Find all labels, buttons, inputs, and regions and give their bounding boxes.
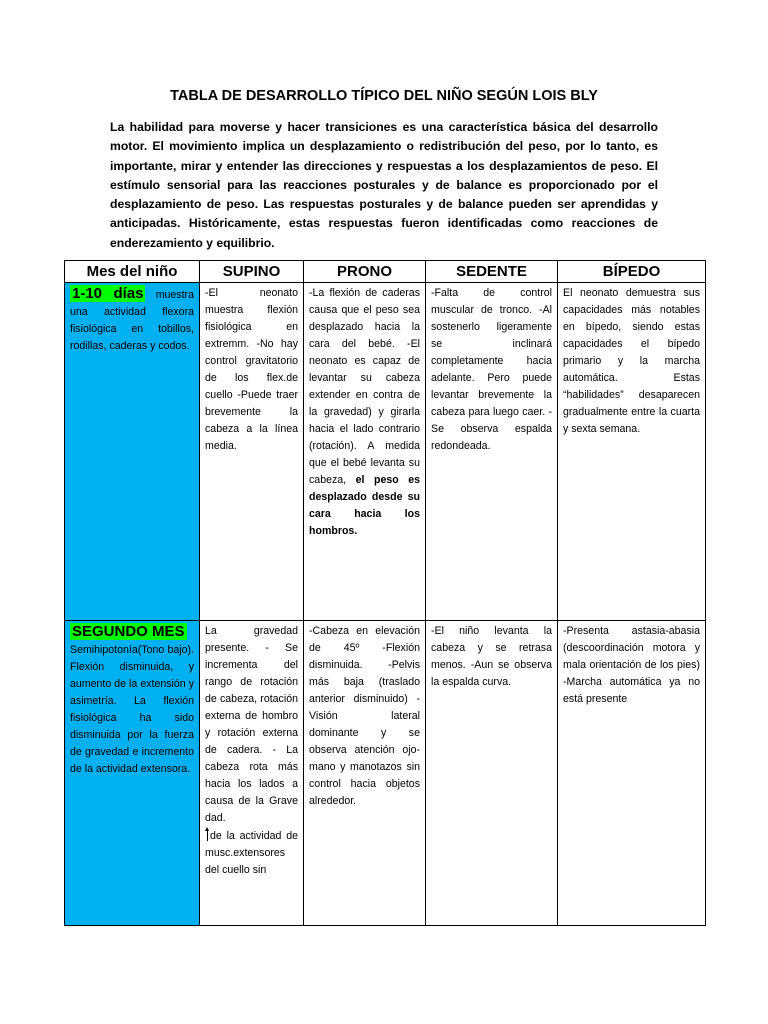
stage-label: SEGUNDO MES — [72, 623, 185, 640]
supino-text: La gravedad presente. - Se incrementa del rango de rotación de cabeza, rotación externa de hombro y rotación externa de cadera. - La cabeza rota más hacia los lados a causa de la Grave dad. — [205, 625, 298, 824]
stage-cell — [65, 283, 200, 621]
intro-paragraph: La habilidad para moverse y hacer transiciones es una característica básica del desarrollo motor. El movimiento implica un desplazamiento o redistribución del peso, por lo tanto, es importante, mirar y entender las direcciones y respuestas a los desplazamientos de peso. El estímulo sensorial para las reacciones posturales y de balance es proporcionado por el desplazamiento de peso. Las respuestas posturales y de balance pueden ser aprendidas y anticipadas. Históricamente, estas respuestas fueron identificadas como reacciones de enderezamiento y equilibrio. — [110, 120, 658, 250]
prono-bold-text: el peso es desplazado desde su cara hacia los hombros. — [309, 474, 420, 537]
sedente-cell: -Falta de control muscular de tronco. -Al sostenerlo ligeramente se inclinará completamente hacia adelante. Pero puede levantar brevemente la cabeza para luego caer. -Se observa espalda redondeada. — [426, 283, 558, 621]
table-row — [65, 283, 706, 621]
header-prono: PRONO — [304, 261, 426, 283]
development-table — [64, 260, 706, 926]
stage-cell — [65, 621, 200, 926]
header-supino: SUPINO — [200, 261, 304, 283]
prono-text: -La flexión de caderas causa que el peso sea desplazado hacia la cara del bebé. -El neonato es capaz de levantar su cabeza extender en contra de la gravedad) y girarla hacia el lado contrario (rotación). A medida que el bebé levanta su cabeza, — [309, 287, 420, 486]
document-title: TABLA DE DESARROLLO TÍPICO DEL NIÑO SEGÚN LOIS BLY — [170, 88, 598, 104]
table-header-row — [65, 261, 706, 283]
stage-description: muestra una actividad flexora fisiológica en tobillos, rodillas, caderas y codos. — [70, 289, 194, 352]
stage-label: 1-10 días — [72, 285, 144, 302]
bipedo-cell: El neonato demuestra sus capacidades más notables en bípedo, siendo estas capacidades el bípedo primario y la marcha automática. Estas “habilidades” desaparecen gradualmente entre la cuarta y sexta semana. — [558, 283, 706, 621]
prono-cell: -Cabeza en elevación de 45º -Flexión disminuida. -Pelvis más baja (traslado anterior disminuido) -Visión lateral dominante y se observa atención ojo-mano y manotazos sin control hacia objetos alrededor. — [304, 621, 426, 926]
table-row — [65, 621, 706, 926]
sedente-cell: -El niño levanta la cabeza y se retrasa menos. -Aun se observa la espalda curva. — [426, 621, 558, 926]
supino-text-continued: de la actividad de musc.extensores del cuello sin — [205, 830, 298, 876]
bipedo-cell: -Presenta astasia-abasia (descoordinación motora y mala orientación de los pies) -Marcha automática ya no está presente — [558, 621, 706, 926]
header-sedente: SEDENTE — [426, 261, 558, 283]
header-bipedo: BÍPEDO — [558, 261, 706, 283]
prono-cell — [304, 283, 426, 621]
up-arrow-icon — [205, 827, 210, 841]
supino-cell — [200, 621, 304, 926]
supino-cell: -El neonato muestra flexión fisiológica en extremm. -No hay control gravitatorio de los flex.de cuello -Puede traer brevemente la cabeza a la línea media. — [200, 283, 304, 621]
header-mes: Mes del niño — [65, 261, 200, 283]
stage-description: Semihipotonía(Tono bajo). Flexión disminuida, y aumento de la extensión y asimetría. La flexión fisiológica ha sido disminuida por la fuerza de gravedad e incremento de la actividad extensora. — [70, 644, 194, 775]
